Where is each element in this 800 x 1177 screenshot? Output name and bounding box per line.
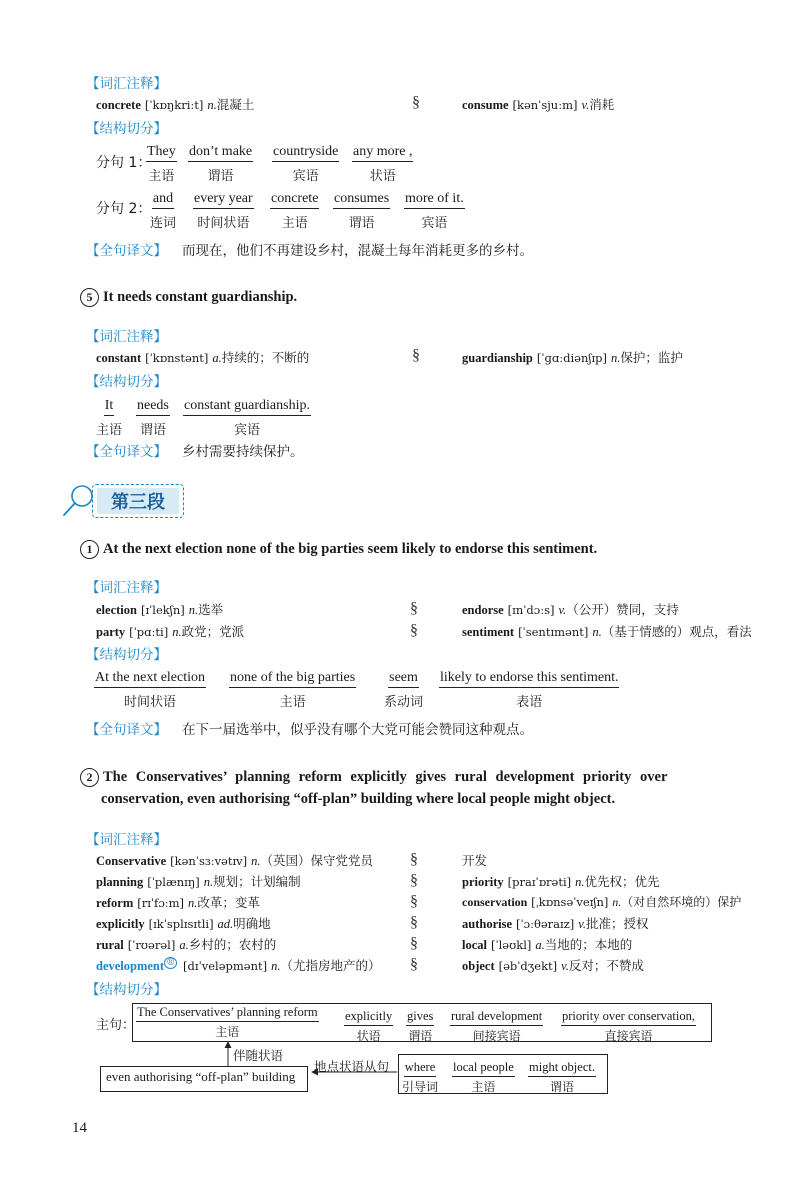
vocab-meaning: 混凝土 bbox=[216, 97, 255, 112]
translation-text: 乡村需要持续保护。 bbox=[182, 444, 304, 460]
translation-tag: 【全句译文】 bbox=[86, 444, 167, 460]
vocab-entry: authorise [ˈɔːθəraɪz] v.批准；授权 bbox=[462, 916, 649, 931]
vocab-entry: explicitly [ɪkˈsplɪsɪtli] ad.明确地 bbox=[96, 916, 271, 931]
section-header bbox=[92, 484, 184, 518]
vocab-tag: 【词汇注释】 bbox=[86, 580, 167, 596]
accompany-text: even authorising “off-plan” building bbox=[106, 1069, 296, 1084]
clause-segment: constant guardianship. 宾语 bbox=[184, 398, 310, 438]
clause-segment: might object. 谓语 bbox=[529, 1060, 595, 1094]
clause-segment: gives 谓语 bbox=[407, 1009, 434, 1043]
sentence-text: It needs constant guardianship. bbox=[103, 288, 298, 305]
vocab-entry: Conservative [kənˈsɜːvətɪv] n.（英国）保守党党员 bbox=[96, 853, 374, 868]
vocab-entry: party [ˈpɑːti] n.政党；党派 bbox=[96, 624, 245, 639]
sentence-2-line2: conservation, even authorising “off-plan” building where local people might object. bbox=[101, 791, 616, 807]
place-clause-label: 地点状语从句 bbox=[314, 1059, 390, 1074]
vocab-tag: 【词汇注释】 bbox=[86, 76, 167, 92]
sentence-number: 1 bbox=[80, 540, 99, 559]
structure-tag: 【结构切分】 bbox=[86, 121, 167, 137]
clause-segment: local people 主语 bbox=[453, 1060, 514, 1094]
clause-segment: consumes 谓语 bbox=[334, 191, 390, 231]
vocab-entry: election [ɪˈlekʃn] n.选举 bbox=[96, 602, 224, 617]
vocab-phonetic: [kənˈsjuːm] bbox=[512, 98, 578, 112]
clause-segment: don’t make 谓语 bbox=[189, 144, 253, 184]
clause-segment: more of it. 宾语 bbox=[405, 191, 464, 231]
clause-segment: and 连词 bbox=[150, 191, 177, 231]
vocab-meaning: 消耗 bbox=[589, 97, 615, 112]
sentence-1 bbox=[80, 540, 597, 559]
clause-segment: countryside 宾语 bbox=[273, 144, 339, 184]
translation-tag: 【全句译文】 bbox=[86, 243, 167, 259]
section-title: 第三段 bbox=[111, 492, 165, 513]
vocab-entry: rural [ˈrʊərəl] a.乡村的；农村的 bbox=[96, 937, 277, 952]
page-number: 14 bbox=[72, 1120, 87, 1136]
clause-label: 分句 1： bbox=[96, 155, 152, 171]
sentence-5 bbox=[80, 288, 297, 307]
translation-text: 而现在，他们不再建设乡村，混凝土每年消耗更多的乡村。 bbox=[182, 243, 533, 259]
sentence-2 bbox=[80, 768, 667, 787]
vocab-entry: priority [praɪˈɒrəti] n.优先权；优先 bbox=[462, 874, 660, 889]
clause-segment: rural development 间接宾语 bbox=[451, 1009, 543, 1043]
vocab-entry: sentiment [ˈsentɪmənt] n.（基于情感的）观点，看法 bbox=[462, 624, 752, 639]
translation-text: 在下一届选举中，似乎没有哪个大党可能会赞同这种观点。 bbox=[182, 722, 533, 738]
vocab-entry-cont: 开发 bbox=[462, 853, 488, 868]
clause-segment: where 引导词 bbox=[402, 1060, 439, 1094]
structure-tag: 【结构切分】 bbox=[86, 374, 167, 390]
separator-mark: § § § § § § bbox=[410, 851, 418, 973]
vocab-entry: object [əbˈdʒekt] v.反对；不赞成 bbox=[462, 958, 644, 973]
clause-segment: priority over conservation, 直接宾语 bbox=[562, 1009, 695, 1043]
clause-segment: seem 系动词 bbox=[384, 670, 424, 710]
clause-segment: It 主语 bbox=[96, 398, 123, 438]
clause-segment: They 主语 bbox=[147, 144, 176, 184]
vocab-entry-guardianship: guardianship [ˈɡɑːdiənʃɪp] n.保护；监护 bbox=[462, 350, 683, 365]
vocab-pos: n. bbox=[207, 98, 217, 112]
main-clause-label: 主句： bbox=[96, 1018, 136, 1033]
vocab-tag: 【词汇注释】 bbox=[86, 832, 167, 848]
sentence-number: 5 bbox=[80, 288, 99, 307]
clause-segment: explicitly 状语 bbox=[345, 1009, 393, 1043]
separator-mark: § § bbox=[410, 600, 418, 639]
clause-segment: likely to endorse this sentiment. 表语 bbox=[440, 670, 619, 710]
vocab-word: consume bbox=[462, 98, 509, 112]
separator-mark: § bbox=[412, 94, 420, 111]
clause-segment: any more , 状语 bbox=[353, 144, 413, 184]
clause-label: 分句 2： bbox=[96, 201, 152, 217]
separator-mark: § bbox=[412, 347, 420, 364]
vocab-pos: v. bbox=[581, 98, 590, 112]
sentence-text: The Conservatives’ planning reform explicitly gives rural development priority over bbox=[103, 768, 668, 785]
vocab-tag: 【词汇注释】 bbox=[86, 329, 167, 345]
vocab-entry-concrete bbox=[96, 95, 254, 113]
vocab-entry-consume bbox=[462, 95, 614, 113]
translation-tag: 【全句译文】 bbox=[86, 722, 167, 738]
clause-segment: concrete 主语 bbox=[271, 191, 319, 231]
clause-segment: At the next election 时间状语 bbox=[95, 670, 206, 710]
badge-icon: ® bbox=[166, 957, 176, 968]
vocab-entry: development ® [dɪˈveləpmənt] n.（尤指房地产的） bbox=[96, 957, 381, 973]
clause-segment: needs 谓语 bbox=[137, 398, 169, 438]
vocab-entry: conservation [ˌkɒnsəˈveɪʃn] n.（对自然环境的）保护 bbox=[462, 895, 742, 909]
vocab-entry: planning [ˈplænɪŋ] n.规划；计划编制 bbox=[96, 874, 301, 889]
vocab-word: concrete bbox=[96, 98, 141, 112]
sentence-text: At the next election none of the big parties seem likely to endorse this sentiment. bbox=[103, 540, 598, 557]
vocab-phonetic: [ˈkɒŋkriːt] bbox=[144, 98, 204, 112]
vocab-entry: reform [rɪˈfɔːm] n.改革；变革 bbox=[96, 895, 260, 910]
vocab-entry: endorse [ɪnˈdɔːs] v.（公开）赞同，支持 bbox=[462, 602, 679, 617]
structure-tag: 【结构切分】 bbox=[86, 982, 167, 998]
vocab-entry-constant: constant [ˈkɒnstənt] a.持续的；不断的 bbox=[96, 350, 310, 365]
structure-tag: 【结构切分】 bbox=[86, 647, 167, 663]
vocab-entry: local [ˈləʊkl] a.当地的；本地的 bbox=[462, 937, 633, 952]
sentence-number: 2 bbox=[80, 768, 99, 787]
clause-segment: every year 时间状语 bbox=[194, 191, 253, 231]
clause-segment: none of the big parties 主语 bbox=[230, 670, 356, 710]
clause-segment: The Conservatives’ planning reform 主语 bbox=[137, 1005, 318, 1039]
accompany-label: 伴随状语 bbox=[233, 1048, 284, 1063]
